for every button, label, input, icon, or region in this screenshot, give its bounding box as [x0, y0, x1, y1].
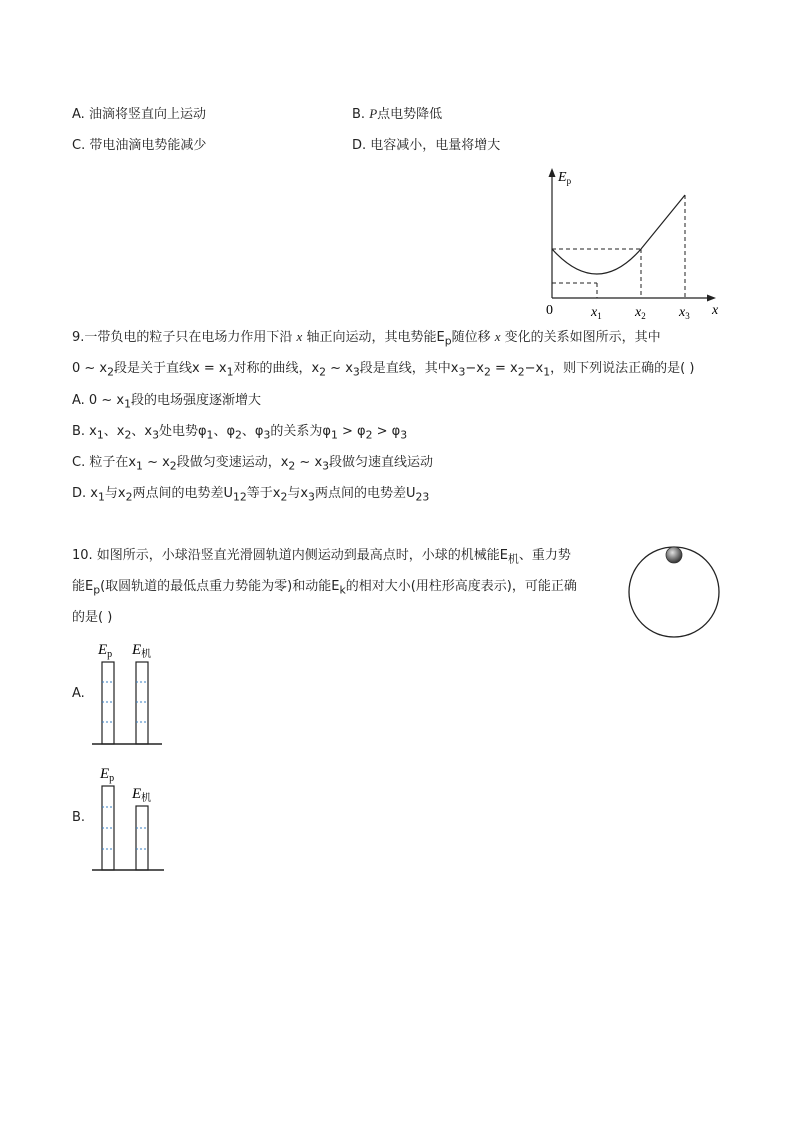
circular-track-figure	[626, 542, 724, 640]
tick-x1: $x_1$	[591, 305, 602, 320]
tick-x2: $x_2$	[635, 305, 646, 320]
ep-x-graph	[536, 164, 726, 320]
q8-option-c: C. 带电油滴电势能减少	[72, 138, 207, 153]
x-axis-label: x	[712, 303, 719, 318]
ep-label-a: $E_p$	[98, 642, 113, 660]
ep-curve	[552, 195, 685, 274]
q10-option-a-label: A.	[72, 686, 85, 701]
emech-bar-a	[136, 662, 148, 744]
q10-option-b-bars	[88, 760, 168, 874]
emech-label-b: $E_机$	[132, 786, 152, 804]
ep-bar-a	[102, 662, 114, 744]
q10-stem-line1: 10. 如图所示，小球沿竖直光滑圆轨道内侧运动到最高点时，小球的机械能$E_机$、重力势	[72, 548, 571, 566]
q8-option-a: A. 油滴将竖直向上运动	[72, 107, 206, 122]
x-axis-arrow	[707, 295, 716, 302]
q9-stem-line2: 0 ~ $x_2$段是关于直线$x = x_1$对称的曲线，$x_2$ ~ $x_3$段是直线，其中$x_3-x_2 = x_2-x_1$，则下列说法正确的是( )	[72, 361, 695, 379]
q10-stem-line2: 能$E_p$(取圆轨道的最低点重力势能为零)和动能$E_k$的相对大小(用柱形高度表示)，可能正确	[72, 579, 577, 597]
q10-stem-line3: 的是( )	[72, 610, 113, 625]
q10-option-b-label: B.	[72, 810, 86, 825]
y-axis-label: $E_p$	[558, 170, 572, 186]
q8-option-d: D. 电容减小，电量将增大	[352, 138, 501, 153]
emech-bar-b	[136, 806, 148, 870]
ep-label-b: $E_p$	[100, 766, 115, 784]
q9-option-d: D. $x_1$与$x_2$两点间的电势差$U_{12}$等于$x_2$与$x_3$两点间的电势差$U_{23}$	[72, 486, 430, 504]
q9-stem-line1: 9.一带负电的粒子只在电场力作用下沿 x 轴正向运动，其电势能$E_p$随位移 x 变化的关系如图所示，其中	[72, 329, 661, 348]
origin-label: 0	[546, 303, 553, 318]
q9-option-b: B. $x_1$、$x_2$、$x_3$处电势$\varphi_1$、$\varphi_2$、$\varphi_3$的关系为$\varphi_1 > \varphi_2 > \varphi_3$	[72, 424, 408, 442]
tick-x3: $x_3$	[679, 305, 690, 320]
q8-option-b: B. P点电势降低	[352, 106, 443, 122]
q9-option-a: A. 0 ~ $x_1$段的电场强度逐渐增大	[72, 393, 261, 411]
q9-option-c: C. 粒子在$x_1$ ~ $x_2$段做匀变速运动，$x_2$ ~ $x_3$段做匀速直线运动	[72, 455, 434, 473]
y-axis-arrow	[549, 168, 556, 177]
emech-label-a: $E_机$	[132, 642, 152, 660]
ball	[666, 547, 682, 563]
q10-option-a-bars	[88, 636, 168, 748]
